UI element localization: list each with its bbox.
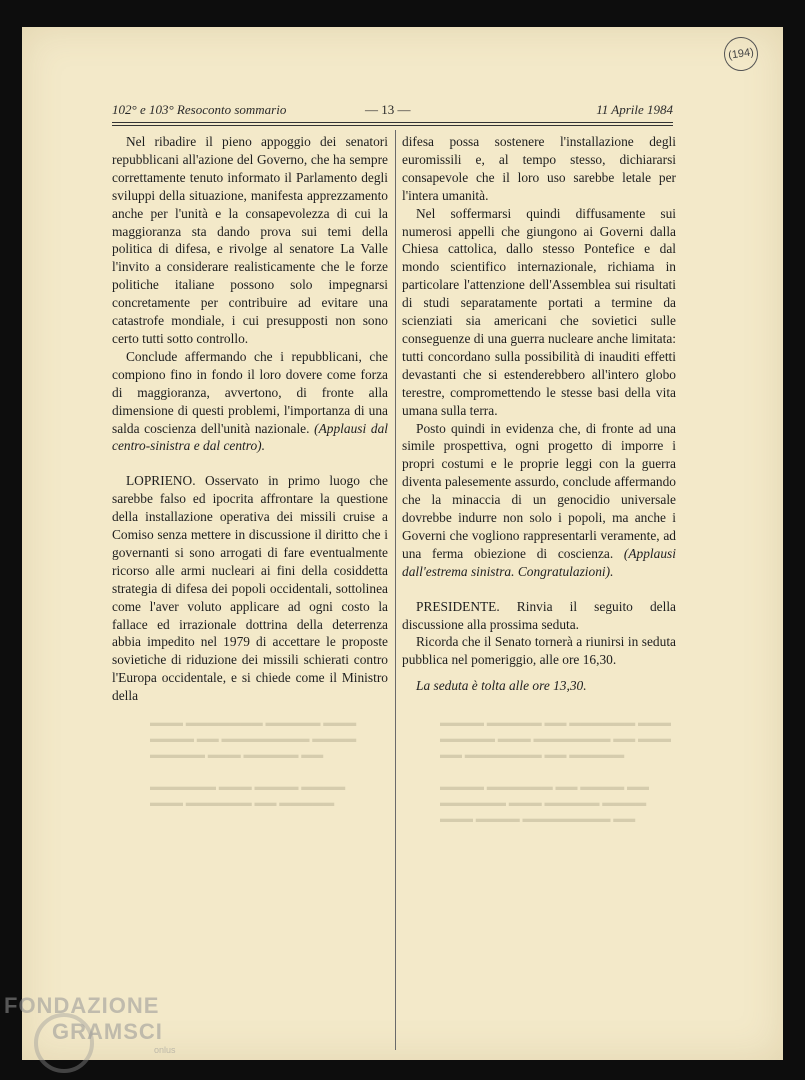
paragraph: Conclude affermando che i repubblicani, che compiono fino in fondo il loro dovere come forza di maggioranza, avvertono, di fronte alla dimensione di questi problemi, l'importanza di una salda coscienza dell'unità nazionale. (Applausi dal centro-sinistra e dal centro). — [112, 348, 388, 454]
applause-note: (Applausi dall'estrema sinistra. Congratulazioni). — [402, 545, 676, 579]
paragraph: difesa possa sostenere l'installazione degli euromissili e, al tempo stesso, dichiararsi consapevole che il loro uso sarebbe letale per l'intera umanità. — [402, 134, 676, 203]
right-column — [402, 133, 676, 695]
page-header — [112, 102, 673, 122]
header-rule-top — [112, 122, 673, 123]
page-stamp: (194) — [722, 35, 760, 73]
header-report-title: 102° e 103° Resoconto sommario — [112, 102, 287, 117]
president-statement: PRESIDENTE. Rinvia il seguito della discussione alla prossima seduta. — [402, 598, 676, 632]
paragraph: Nel ribadire il pieno appoggio dei senatori repubblicani all'azione del Governo, che ha sempre correttamente tenuto informato il Parlamento degli sviluppi della situazione, manifesta apprezzamento anche per l'unità e la consapevolezza di cui la maggioranza sta dando prova sui temi della politica di difesa, e rivolge al senatore La Valle l'invito a considerare realisticamente che le forze politiche italiane possono solo impegnarsi concretamente per contribuire ad evitare una catastrofe mondiale, i cui presupposti non sono certo tutti sotto controllo. — [112, 134, 388, 346]
speech-lopireno: LOPRIENO. Osservato in primo luogo che sarebbe falso ed ipocrita affrontare la questione della installazione operativa dei missili cruise a Comiso senza mettere in discussione il diritto che i governanti si sono arrogati di fare eventualmente ricorso alle armi nucleari ai fini della cosiddetta strategia di difesa dei popoli occidentali, sottolinea come l'aver voluto applicare ad ogni costo la fallace ed irrazionale dottrina della deterrenza abbia impedito nel 1979 di accettare le proposte sovietiche di riduzione dei missili schierati contro l'Europa occidentale, e si chiede come il Ministro della — [112, 473, 388, 704]
paragraph: Posto quindi in evidenza che, di fronte ad una simile prospettiva, ogni progetto di imporre i propri costumi e le proprie leggi con la guerra diventa palesemente assurdo, conclude affermando che la minaccia di un genocidio universale dovrebbe indurre non solo i popoli, ma anche i Governi che vogliono rappresentarli veramente, ad una ferma obiezione di coscienza. (Applausi dall'estrema sinistra. Congratulazioni). — [402, 420, 676, 579]
left-column — [112, 133, 388, 705]
paragraph: Ricorda che il Senato tornerà a riunirsi in seduta pubblica nel pomeriggio, alle ore 16,30. — [402, 634, 676, 668]
closing-line: La seduta è tolta alle ore 13,30. — [416, 678, 587, 694]
watermark-logo-icon — [34, 1013, 94, 1073]
paragraph: Nel soffermarsi quindi diffusamente sui numerosi appelli che giungono ai Governi dalla Chiesa cattolica, dallo stesso Pontefice e dal mondo scientifico internazionale, richiama in particolare l'attenzione dell'Assemblea sui risultati di studi separatamente portati a termine da scienziati sia americani che sovietici sulle conseguenze di una guerra nucleare anche limitata: tutti concordano sulla possibilità di inauditi effetti devastanti che si estenderebbero all'intero globo terestre, compromettendo le stesse basi della vita umana sulla terra. — [402, 205, 676, 418]
header-rule-bottom — [112, 125, 673, 126]
header-page-number: — 13 — — [365, 102, 411, 117]
header-date: 11 Aprile 1984 — [596, 102, 673, 117]
bleed-through-texture-left: ▬▬▬ ▬▬▬▬▬▬▬ ▬▬▬▬▬ ▬▬▬ ▬▬▬▬ ▬▬ ▬▬▬▬▬▬▬▬ ▬▬▬▬ ▬▬▬▬▬ ▬▬▬ ▬▬▬▬▬ ▬▬ ▬▬▬▬▬▬ ▬▬▬ ▬▬▬▬ ▬▬▬▬ ▬▬▬ ▬▬▬▬▬▬ ▬▬ ▬▬▬▬▬ — [150, 717, 357, 809]
archive-watermark: FONDAZIONE GRAMSCI onlus — [4, 993, 176, 1055]
column-divider — [395, 130, 396, 1050]
applause-note: (Applausi dal centro-sinistra e dal centro). — [112, 420, 388, 454]
bleed-through-texture: ▬▬▬▬ ▬▬▬▬▬ ▬▬ ▬▬▬▬▬▬ ▬▬▬ ▬▬▬▬▬ ▬▬▬ ▬▬▬▬▬▬▬ ▬▬ ▬▬▬ ▬▬ ▬▬▬▬▬▬▬ ▬▬ ▬▬▬▬▬ ▬▬▬▬ ▬▬▬▬▬▬ ▬▬ ▬▬▬▬ ▬▬ ▬▬▬▬▬▬ ▬▬▬ ▬▬▬▬▬ ▬▬▬▬ ▬▬▬ ▬▬▬▬ ▬▬▬▬▬▬▬▬ ▬▬ — [440, 717, 671, 825]
